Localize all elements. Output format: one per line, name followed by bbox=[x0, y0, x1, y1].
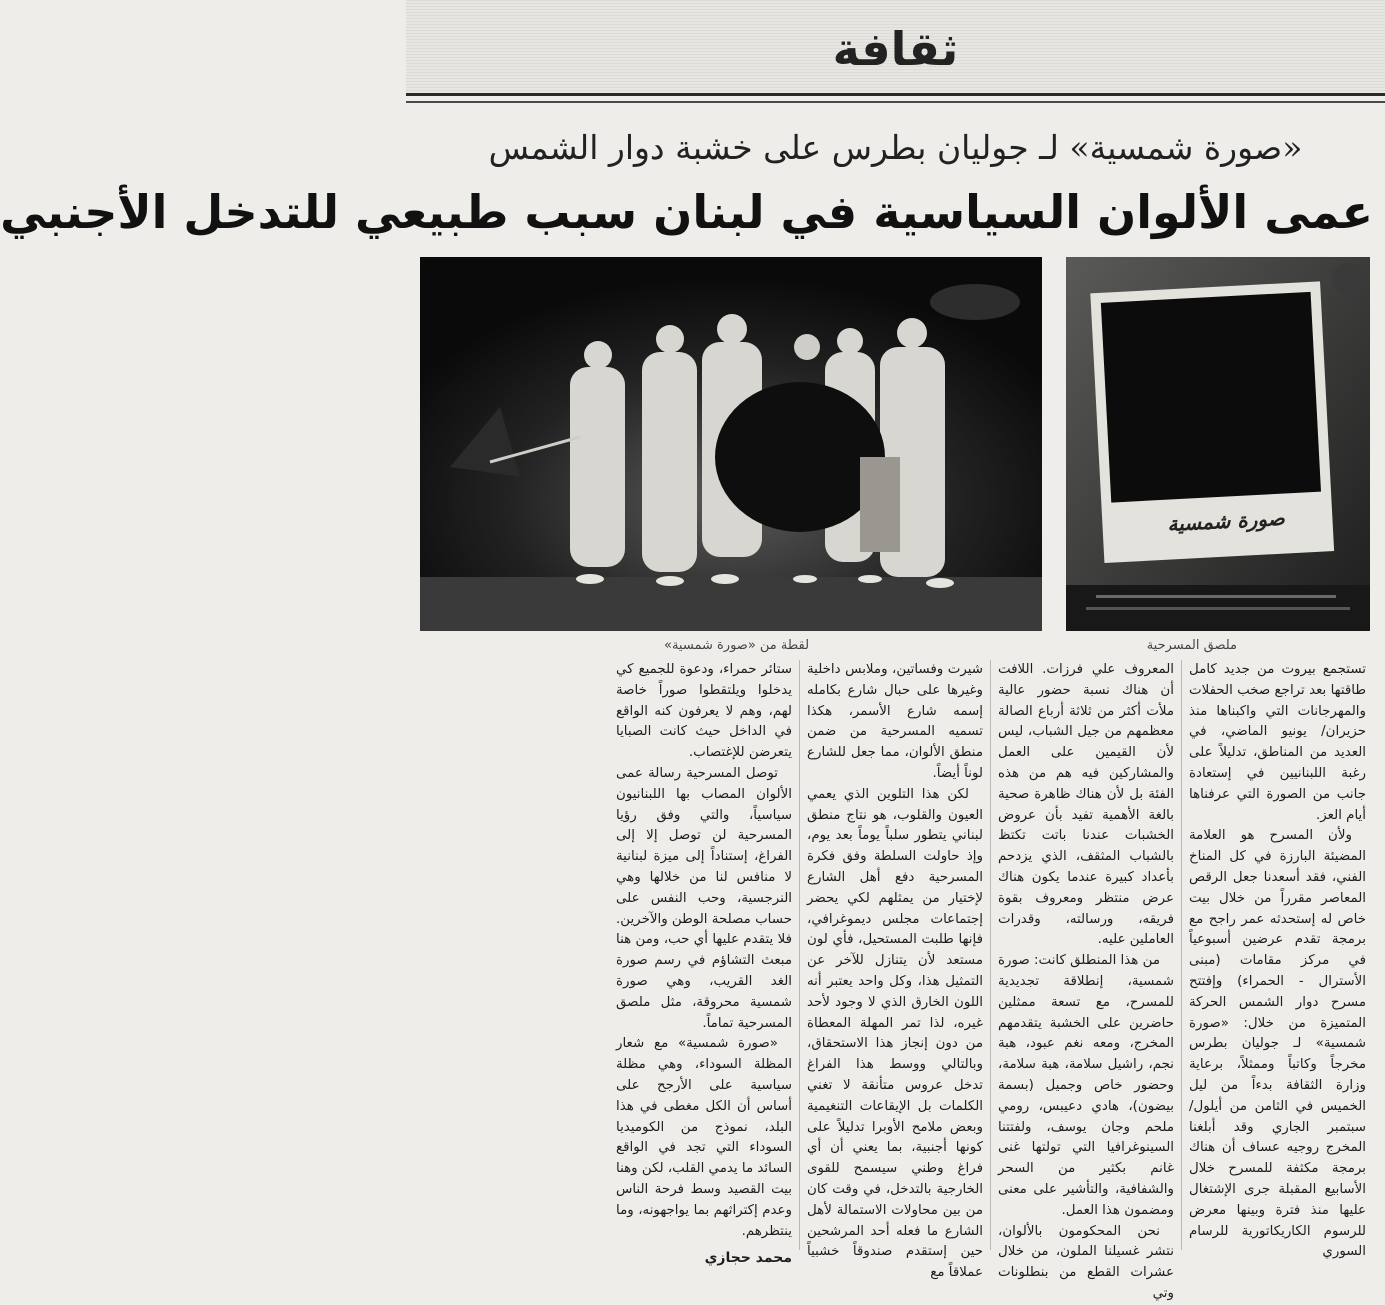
column-3-paragraph-2: لكن هذا التلوين الذي يعمي العيون والقلوب، هو نتاج منطق لبناني يتطور سلباً يوماً بعد يوم، وإذ حاولت السلطة وفق فكرة المسرحية دفع أهل الشارع لإختيار من يمثلهم لكي يحضر إجتماعات مجلس ديموغرافي، فإنها طلبت المستحيل، فأي لون مستعد لأن يتنازل للآخر عن التمثيل هذا، وكل واحد يعتبر أنه اللون الخارق الذي لا وجود لأحد غيره، لذا تمر المهلة المعطاة من دون إنجاز هذا الاستحقاق، وبالتالي ووسط هذا الفراغ تدخل عروس متأنقة لا تغني الكلمات بل الإيقاعات التنغيمية وبعض ملامح الأوبرا تدليلاً على كونها أجنبية، بما يعني أن أي فراغ وطني سيسمح للقوى الخارجية بالتدخل، في وقت كان من بين محاولات الاستمالة لأهل الشارع ما فعله أحد المرشحين حين إستقدم صندوقاً خشبياً عملاقاً مع bbox=[807, 786, 983, 1281]
article-headline: عمى الألوان السياسية في لبنان سبب طبيعي للتدخل الأجنبي bbox=[0, 185, 1373, 239]
column-4-paragraph-1: ستائر حمراء، ودعوة للجميع كي يدخلوا ويلتقطوا صوراً خاصة لهم، وهم لا يعرفون كنه الواقع في الداخل حيث كانت الصبايا يتعرضن للإغتصاب. bbox=[616, 662, 792, 761]
section-title: ثقافة bbox=[832, 22, 959, 76]
header-rule bbox=[406, 101, 1385, 103]
column-2-paragraph-1: المعروف علي فرزات. اللافت أن هناك نسبة حضور عالية ملأت أكثر من ثلاثة أرباع الصالة معظمهم من جيل الشباب، ليس لأن القيمين على العمل والمشاركين فيه هم من هذه الفئة بل لأن هناك ظاهرة صحية بالغة الأهمية تفيد بأن عروض الخشبات عندنا باتت تكتظ بالشباب المثقف، الذي يزدحم بأعداد كبيرة عندما يكون هناك عرض منتظر ومعروف بقوة فريقه، ورسالته، وقدرات العاملين عليه. bbox=[998, 662, 1174, 948]
poster-illustration bbox=[1066, 257, 1370, 631]
article-column-2 bbox=[991, 660, 1182, 1301]
column-1-paragraph-2: ولأن المسرح هو العلامة المضيئة البارزة في كل المناخ الفني، فقد أسعدنا جعل الرقص المعاصر مقرراً من خلال بيت خاص له إستحدثه عمر راجح مع برمجة تقدم عرضين أسبوعياً في مركز مقامات (مبنى الأسترال - الحمراء) وإفتتح مسرح دوار الشمس الحركة المتميزة من خلال: «صورة شمسية» لـ جوليان بطرس مخرجاً وكاتباً وممثلاً، برعاية وزارة الثقافة بدءاً من ليل الخميس في الثامن من أيلول/ سبتمبر الجاري وقد أبلغنا المخرج روجيه عساف أن هناك برمجة مكثفة للمسرح خلال الأسابيع المقبلة جرى الإشتغال عليها منذ فترة وبينها معرض للرسوم الكاريكاتورية للرسام السوري bbox=[1189, 828, 1366, 1260]
column-1-paragraph-1: تستجمع بيروت من جديد كامل طاقتها بعد تراجع صخب الحفلات والمهرجانات التي واكبناها منذ حزيران/ يونيو الماضي، في العديد من المناطق، تدليلاً على رغبة اللبنانيين في إستعادة جانب من الصورة التي عرفناها أيام العز. bbox=[1189, 662, 1366, 823]
stage-photo bbox=[420, 257, 1042, 631]
article-column-3 bbox=[800, 660, 991, 1281]
column-3-paragraph-1: شيرت وفساتين، وملابس داخلية وغيرها على حبال شارع بكامله إسمه شارع الأسمر، هكذا تسميه المسرحية من ضمن منطق الألوان، مما جعل للشارع لوناً أيضاً. bbox=[807, 662, 983, 781]
column-4-paragraph-3: «صورة شمسية» مع شعار المظلة السوداء، وهي مظلة سياسية على الأرجح على أساس أن الكل مغطى في هذا البلد، نموذج من الكوميديا السوداء التي تجد في الواقع السائد ما يدمي القلب، لكن وهنا بيت القصيد وسط فرحة الناس وعدم إكتراثهم بما يواجهونه، وما ينتظرهم. bbox=[615, 1036, 792, 1239]
column-4-paragraph-2: توصل المسرحية رسالة عمى الألوان المصاب بها اللبنانيون سياسياً، والتي وفق رؤيا المسرحية لن توصل إلا إلى الفراغ، إستناداً إلى ميزة لبنانية لا منافس لنا من خلالها وهي النرجسية، وحب النفس على حساب مصلحة الوطن والآخرين. فلا يتقدم عليها أي حب، ومن هنا مبعث التشاؤم في رسم صورة الغد القريب، وهي صورة شمسية محروقة، مثل ملصق المسرحية تماماً. bbox=[616, 765, 792, 1031]
article-kicker: «صورة شمسية» لـ جوليان بطرس على خشبة دوار الشمس bbox=[488, 128, 1303, 167]
photo-caption: لقطة من «صورة شمسية» bbox=[664, 638, 810, 653]
poster-title-text: صورة شمسية bbox=[1166, 505, 1286, 537]
column-2-paragraph-2: من هذا المنطلق كانت: صورة شمسية، إنطلاقة تجديدية للمسرح، مع تسعة ممثلين حاضرين على الخشبة يتقدمهم المخرج، ومعه نغم عبود، هبة نجم، راشيل سلامة، هبة سلامة، وحضور خاص وجميل (بسمة بيضون)، هادي دعيبس، رومي ملحم وجان يوسف، ولفتتنا السينوغرافيا التي تولتها غنى غانم بكثير من السحر والشفافية، والتأشير على معنى ومضمون هذا العمل. bbox=[998, 953, 1174, 1218]
poster-caption: ملصق المسرحية bbox=[1146, 638, 1237, 653]
column-2-paragraph-3: نحن المحكومون بالألوان، نتشر غسيلنا الملون، من خلال عشرات القطع من بنطلونات وتي bbox=[998, 1223, 1174, 1301]
stage-photo-illustration bbox=[420, 257, 1042, 631]
section-header-band bbox=[406, 0, 1385, 96]
author-name: محمد حجازي bbox=[704, 1250, 792, 1267]
poster-photo bbox=[1066, 257, 1370, 631]
article-column-1 bbox=[1182, 660, 1373, 1260]
article-body bbox=[418, 660, 1373, 1301]
article-column-4 bbox=[609, 660, 800, 1267]
